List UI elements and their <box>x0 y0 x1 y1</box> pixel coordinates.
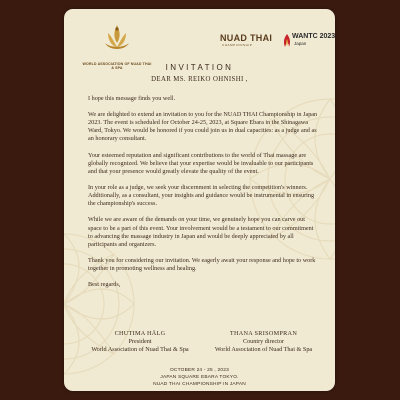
signature-block <box>88 330 318 360</box>
salutation: DEAR MS. REIKO OHNISHI , <box>151 76 248 83</box>
signatory-director <box>206 330 321 354</box>
wantc-country: Japan <box>294 41 307 46</box>
signatory-title: President <box>128 338 152 346</box>
nuad-thai-tagline: CHAMPIONSHIP <box>222 43 253 47</box>
championship-logos <box>220 33 335 51</box>
invitation-card <box>64 9 335 391</box>
signatory-title: Country director <box>242 338 285 346</box>
paragraph: In your role as a judge, we seek your discernment in selecting the competition's winners. Additionally, as a consultant, your insights and guidance would be instrumental in ensuring the championship's success. <box>88 184 315 208</box>
org-name: WORLD ASSOCIATION OF NUAD THAI & SPA <box>82 62 152 71</box>
event-venue: JAPAN SQUARE EBARA TOKYO. <box>160 375 239 380</box>
closing: Best regards, <box>88 281 121 289</box>
nuad-thai-brand: NUAD THAI <box>220 33 273 43</box>
signatory-name: THANA SRISOMPRAN <box>229 330 298 337</box>
flame-icon <box>282 33 292 49</box>
letter-body <box>88 95 318 297</box>
paragraph: I hope this message finds you well. <box>88 95 176 102</box>
paragraph: Thank you for considering our invitation. We eagerly await your response and hope to work together in promoting wellness and healing. <box>88 256 316 272</box>
wantc-title: WANTC 2023 <box>292 33 335 40</box>
signatory-president <box>84 330 196 354</box>
event-date: OCTOBER 24 - 25 , 2023 <box>170 368 229 373</box>
signatory-org: World Association of Nuad Thai & Spa <box>214 346 313 354</box>
lotus-hands-icon <box>100 21 134 55</box>
paragraph: Your esteemed reputation and significant contributions to the world of Thai massage are globally recognized. We believe that your expertise would be invaluable to our participants and that your presence would greatly elevate the quality of the event. <box>88 151 314 175</box>
paragraph: While we are aware of the demands on your time, we genuinely hope you can carve out space to be a part of this event. Your involvement would be a testament to our commitment to advancing the massage industry in Japan and would be deeply appreciated by all participants and organizers. <box>88 216 314 248</box>
event-footer <box>64 367 335 388</box>
event-name: NUAD THAI CHAMPIONSHIP IN JAPAN <box>153 382 246 387</box>
letter-heading: INVITATION <box>165 63 234 72</box>
signatory-name: CHUTIMA HÄLG <box>114 330 166 337</box>
paragraph: We are delighted to extend an invitation to you for the NUAD THAI Championship in Japan 2023. The event is scheduled for October 24-25, 2023, at Square Ebara in the Shinagawa Ward, Tokyo. We would be honored if you could join us in dual capacities: as a judge and as an honorary consultant. <box>88 111 318 143</box>
signatory-org: World Association of Nuad Thai & Spa <box>91 346 189 354</box>
